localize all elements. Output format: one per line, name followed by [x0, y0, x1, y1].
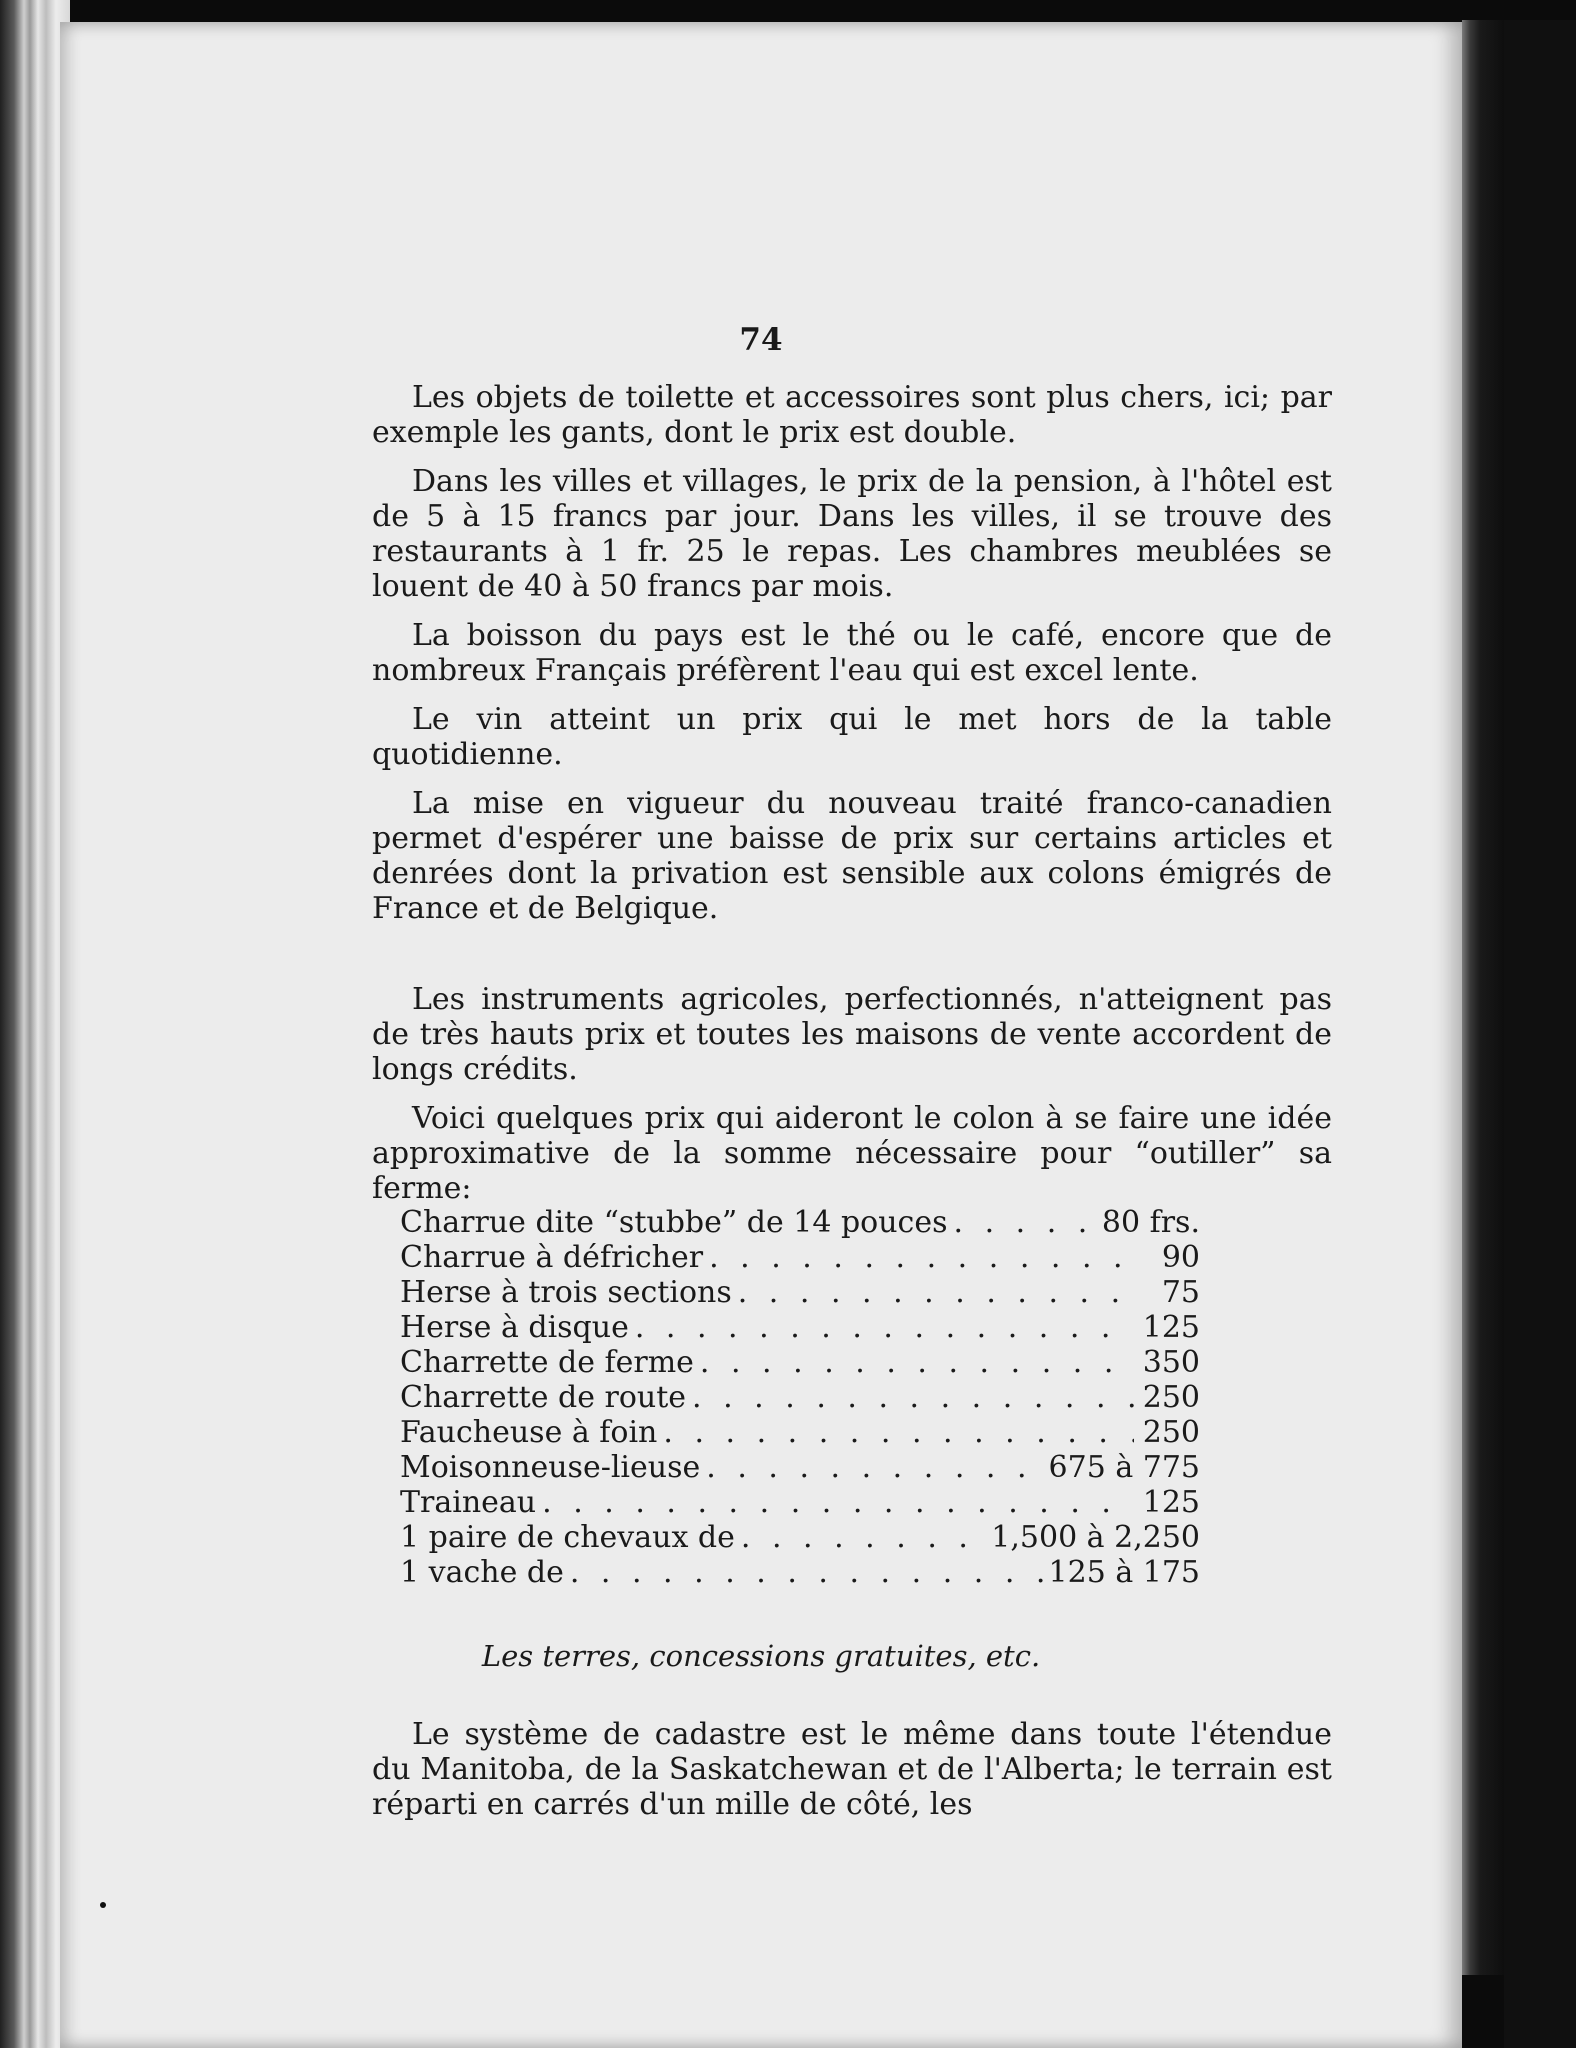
price-value: 125: [1142, 1310, 1200, 1345]
price-row: [400, 1275, 1200, 1310]
paragraph-treaty: La mise en vigueur du nouveau traité franco-canadien permet d'espérer une baisse de prix sur certains articles et denrées dont la privation est sensible aux colons émigrés de France et de Belgique.: [372, 786, 1332, 926]
leader-dots: [700, 1345, 1134, 1380]
price-row: [400, 1555, 1200, 1590]
leader-dots: [663, 1415, 1134, 1450]
book-gutter: [1462, 20, 1504, 1975]
price-row: [400, 1205, 1200, 1240]
price-value: 75: [1161, 1275, 1200, 1310]
paragraph-cadastre: Le système de cadastre est le même dans toute l'étendue du Manitoba, de la Saskatchewan et de l'Alberta; le terrain est réparti en carrés d'un mille de côté, les: [372, 1717, 1332, 1822]
price-item: 1 paire de chevaux de: [400, 1520, 735, 1555]
price-list: [400, 1205, 1200, 1590]
price-row: [400, 1520, 1200, 1555]
leader-dots: [738, 1275, 1134, 1310]
price-value: 125 à 175: [1048, 1555, 1200, 1590]
price-item: Herse à disque: [400, 1310, 629, 1345]
price-value: 1,500 à 2,250: [991, 1520, 1200, 1555]
price-value: 80 frs.: [1101, 1205, 1200, 1240]
leader-dots: [954, 1205, 1096, 1240]
price-value: 250: [1142, 1415, 1200, 1450]
price-row: [400, 1240, 1200, 1275]
price-row: [400, 1345, 1200, 1380]
leader-dots: [741, 1520, 985, 1555]
leader-dots: [542, 1485, 1134, 1520]
paragraph-wine: Le vin atteint un prix qui le met hors de la table quotidienne.: [372, 702, 1332, 772]
price-item: 1 vache de: [400, 1555, 564, 1590]
paragraph-prices-intro: Voici quelques prix qui aideront le colon à se faire une idée approximative de la somme nécessaire pour “outiller” sa ferme:: [372, 1101, 1332, 1206]
price-item: Charrue dite “stubbe” de 14 pouces: [400, 1205, 948, 1240]
section-heading: Les terres, concessions gratuites, etc.: [481, 1639, 1041, 1673]
next-page-edge: [1504, 20, 1576, 2048]
leader-dots: [692, 1380, 1134, 1415]
middle-text-block: [372, 982, 1332, 1220]
price-item: Moisonneuse-lieuse: [400, 1450, 701, 1485]
price-value: 250: [1142, 1380, 1200, 1415]
price-item: Herse à trois sections: [400, 1275, 732, 1310]
leader-dots: [570, 1555, 1043, 1590]
price-row: [400, 1380, 1200, 1415]
paragraph-instruments: Les instruments agricoles, perfectionnés, n'atteignent pas de très hauts prix et toutes les maisons de vente accordent de longs crédits.: [372, 982, 1332, 1087]
price-item: Charrue à défricher: [400, 1240, 704, 1275]
price-value: 675 à 775: [1048, 1450, 1200, 1485]
leader-dots: [635, 1310, 1134, 1345]
price-value: 350: [1142, 1345, 1200, 1380]
price-item: Charrette de ferme: [400, 1345, 694, 1380]
print-speck: [100, 1902, 106, 1908]
page-number: 74: [739, 322, 783, 358]
price-row: [400, 1485, 1200, 1520]
paragraph-toiletries: Les objets de toilette et accessoires sont plus chers, ici; par exemple les gants, dont le prix est double.: [372, 380, 1332, 450]
bottom-text-block: [372, 1717, 1332, 1836]
leader-dots: [706, 1450, 1042, 1485]
top-text-block: [372, 380, 1332, 940]
price-value: 90: [1161, 1240, 1200, 1275]
price-row: [400, 1310, 1200, 1345]
price-item: Traineau: [400, 1485, 537, 1520]
price-item: Faucheuse à foin: [400, 1415, 658, 1450]
price-row: [400, 1450, 1200, 1485]
price-value: 125: [1142, 1485, 1200, 1520]
price-item: Charrette de route: [400, 1380, 687, 1415]
leader-dots: [709, 1240, 1134, 1275]
paragraph-drinks: La boisson du pays est le thé ou le café, encore que de nombreux Français préfèrent l'eau qui est excel lente.: [372, 618, 1332, 688]
book-page: [60, 22, 1462, 2048]
paragraph-pension-prices: Dans les villes et villages, le prix de la pension, à l'hôtel est de 5 à 15 francs par jour. Dans les villes, il se trouve des restaurants à 1 fr. 25 le repas. Les chambres meublées se louent de 40 à 50 francs par mois.: [372, 464, 1332, 604]
price-row: [400, 1415, 1200, 1450]
